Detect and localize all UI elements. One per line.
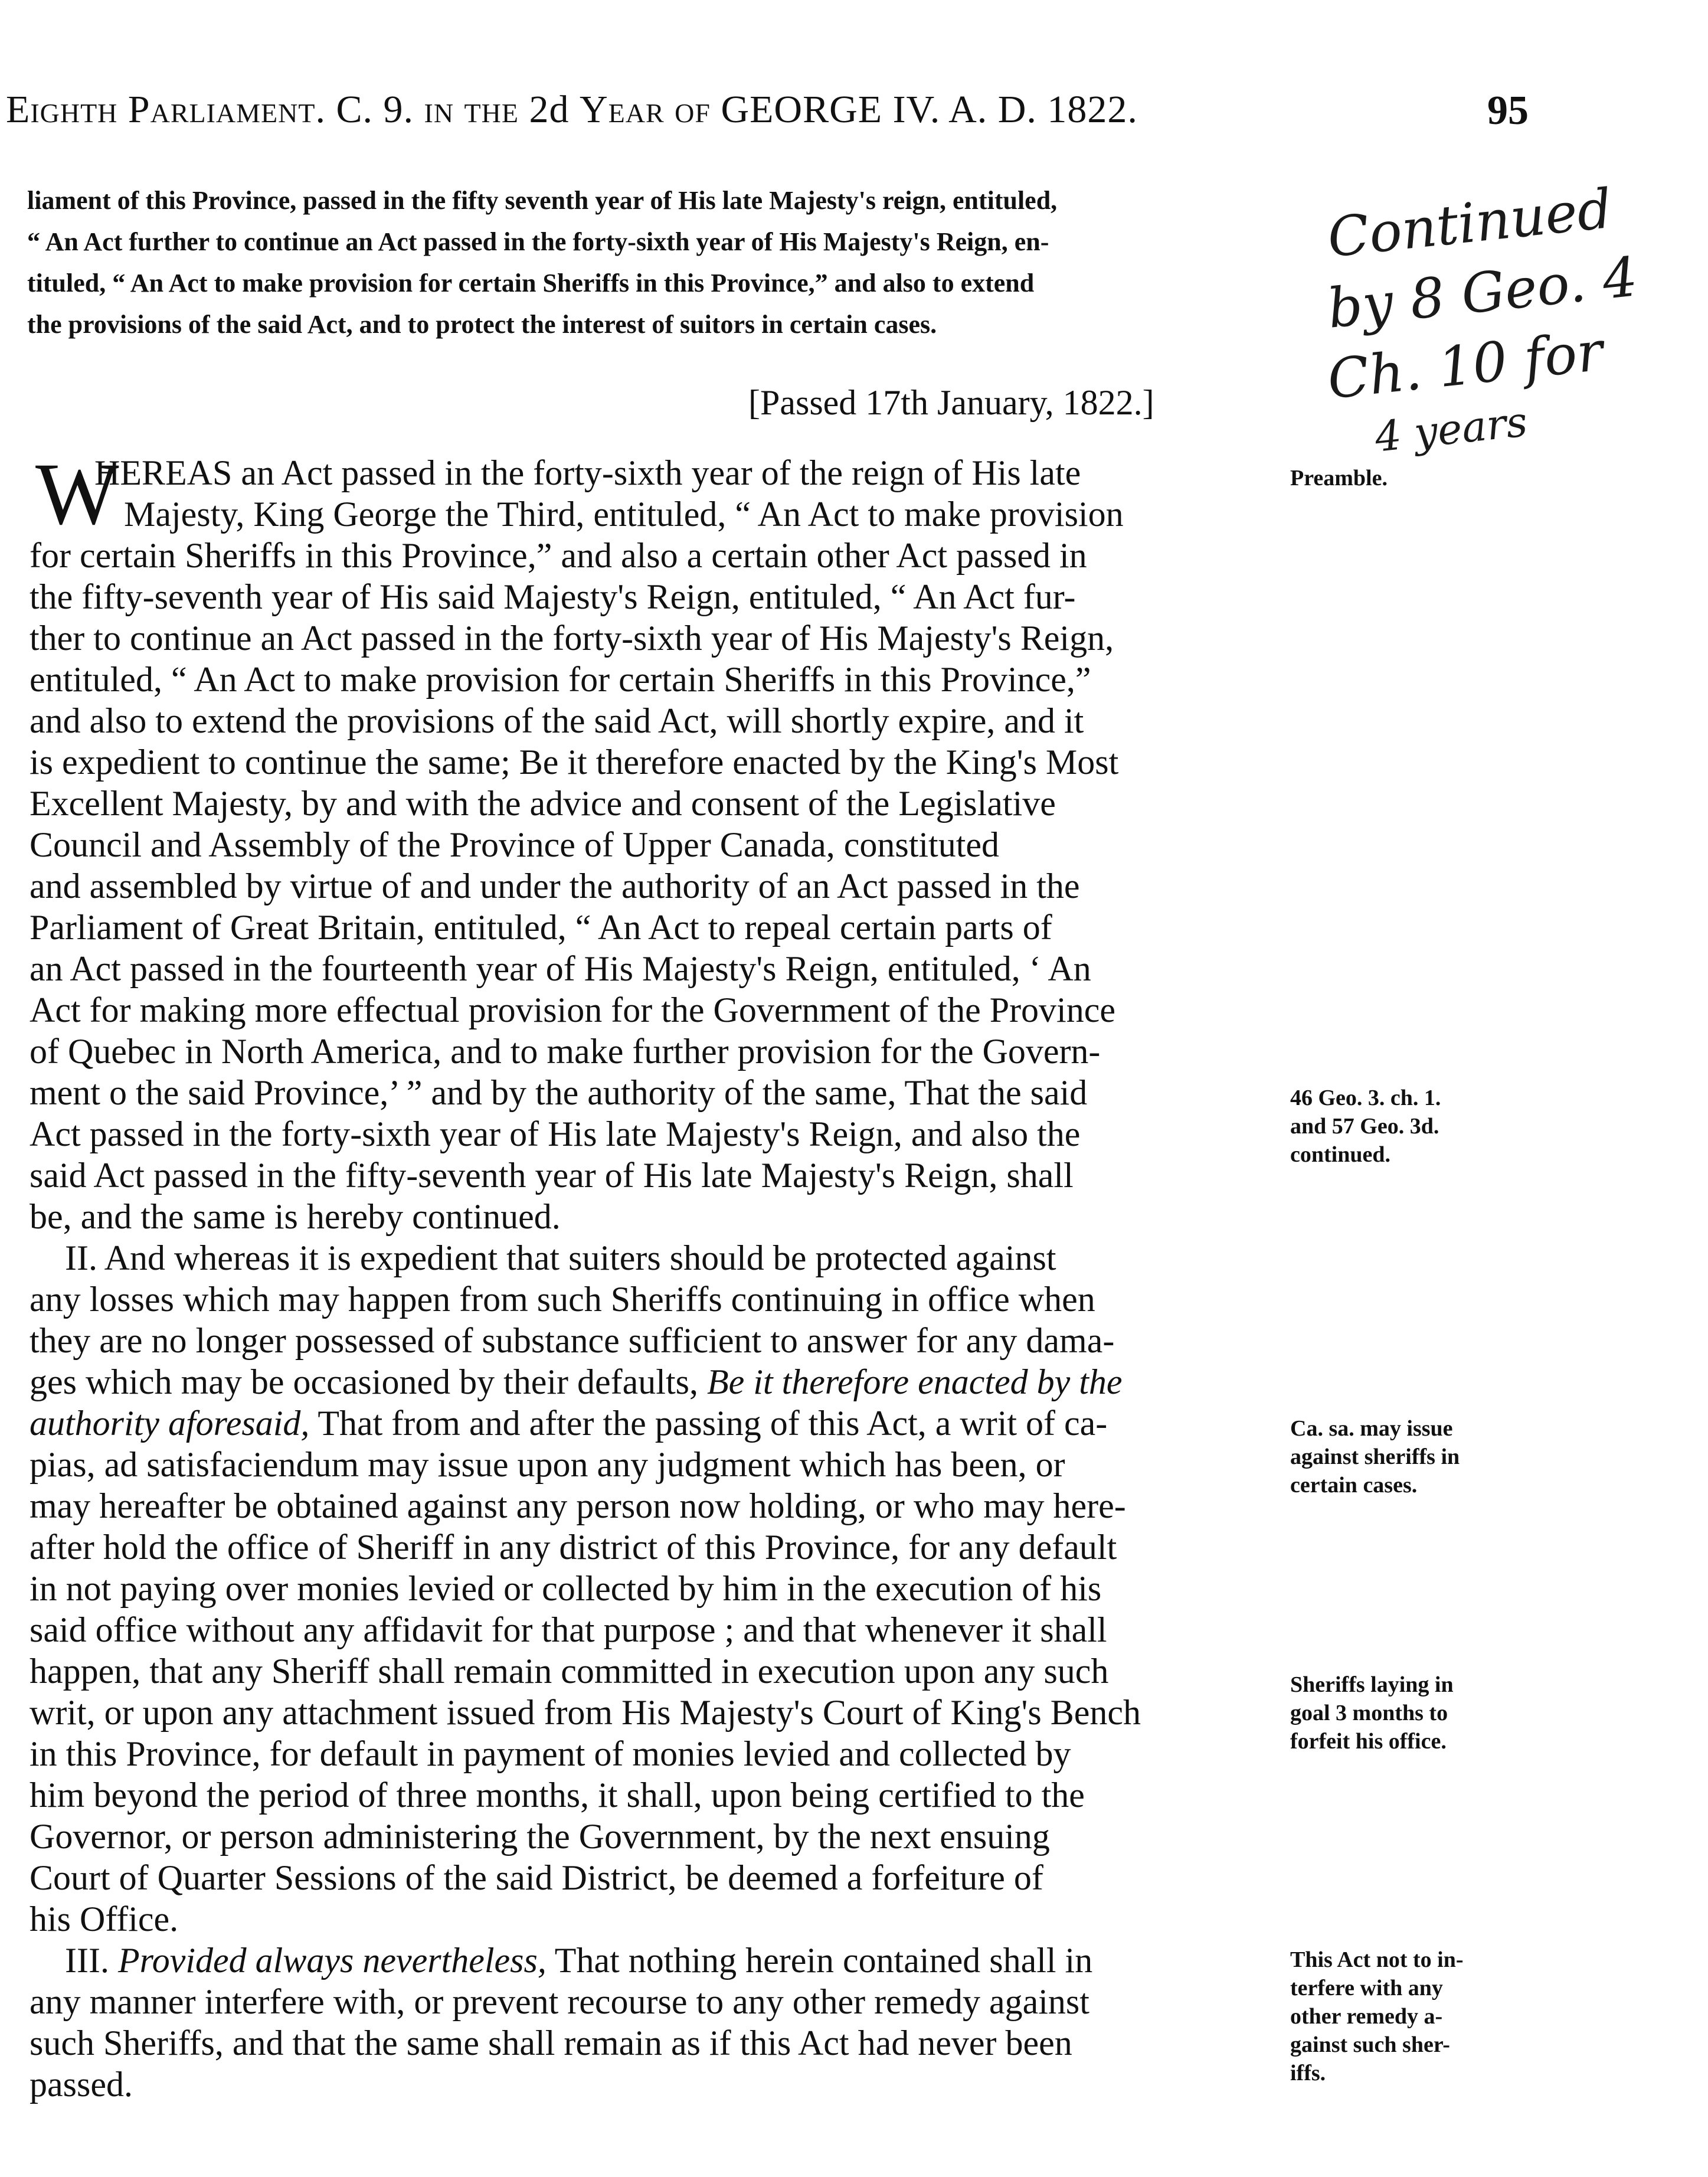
body-line: passed. [30, 2065, 133, 2104]
body-line: Court of Quarter Sessions of the said District, be deemed a forfeiture of [30, 1858, 1043, 1897]
margin-note-preamble: Preamble. [1290, 466, 1388, 491]
body-line-italic: Be it therefore enacted by the [706, 1362, 1123, 1401]
header-in-the: in the [424, 88, 519, 131]
body-line: said Act passed in the fifty-seventh year of His late Majesty's Reign, shall [30, 1156, 1074, 1195]
body-line: writ, or upon any attachment issued from His Majesty's Court of King's Bench [30, 1693, 1141, 1732]
header-parliament: Eighth Parliament. [6, 88, 326, 131]
margin-note-line: goal 3 months to [1290, 1701, 1448, 1725]
margin-note-line: terfere with any [1290, 1976, 1443, 2001]
page-number: 95 [1487, 88, 1529, 133]
margin-note-line: continued. [1290, 1142, 1390, 1167]
body-line: the fifty-seventh year of His said Majesty's Reign, entituled, “ An Act fur- [30, 577, 1076, 616]
body-line-italic: authority aforesaid, [30, 1404, 310, 1443]
body-line: they are no longer possessed of substance sufficient to answer for any dama- [30, 1321, 1115, 1360]
header-chapter: C. 9. [336, 88, 414, 131]
body-line: entituled, “ An Act to make provision for certain Sheriffs in this Province,” [30, 660, 1091, 699]
body-line: in not paying over monies levied or collected by him in the execution of his [30, 1569, 1102, 1608]
body-line: pias, ad satisfaciendum may issue upon any judgment which has been, or [30, 1445, 1065, 1484]
act-title-line: tituled, “ An Act to make provision for certain Sheriffs in this Province,” and also to extend [27, 269, 1035, 298]
body-line: ment o the said Province,’ ” and by the authority of the same, That the said [30, 1073, 1088, 1112]
margin-note-line: other remedy a- [1290, 2004, 1443, 2029]
act-title-line: liament of this Province, passed in the fifty seventh year of His late Majesty's reign, entituled, [27, 186, 1058, 215]
body-line: happen, that any Sheriff shall remain committed in execution upon any such [30, 1652, 1109, 1691]
body-line: him beyond the period of three months, it shall, upon being certified to the [30, 1776, 1085, 1815]
body-line-italic: Provided always nevertheless, [117, 1941, 547, 1980]
header-year: 2d [529, 88, 570, 131]
body-line: any manner interfere with, or prevent recourse to any other remedy against [30, 1982, 1089, 2021]
body-line: after hold the office of Sheriff in any district of this Province, for any default [30, 1528, 1117, 1567]
body-line: Governor, or person administering the Government, by the next ensuing [30, 1817, 1050, 1856]
body-line: for certain Sheriffs in this Province,” and also a certain other Act passed in [30, 536, 1087, 575]
margin-note-line: Sheriffs laying in [1290, 1672, 1454, 1697]
body-line: Act for making more effectual provision for the Government of the Province [30, 991, 1115, 1029]
margin-note-line: gainst such sher- [1290, 2032, 1450, 2057]
body-line: and assembled by virtue of and under the authority of an Act passed in the [30, 867, 1080, 906]
body-line: his Office. [30, 1900, 179, 1939]
body-line: Majesty, King George the Third, entituled, “ An Act to make provision [124, 495, 1124, 534]
margin-note-line: forfeit his office. [1290, 1729, 1447, 1754]
body-line: may hereafter be obtained against any person now holding, or who may here- [30, 1486, 1126, 1525]
margin-note-line: iffs. [1290, 2061, 1326, 2086]
act-title-line: “ An Act further to continue an Act passed in the forty-sixth year of His Majesty's Reign, en- [27, 227, 1049, 256]
handwritten-note-line: Continued [1324, 176, 1615, 270]
running-header [6, 87, 1540, 132]
body-line-text: ges which may be occasioned by their defaults, [30, 1362, 698, 1401]
body-line [30, 1361, 1283, 1403]
handwritten-note-line: 4 years [1372, 397, 1530, 462]
body-line: Act passed in the forty-sixth year of His late Majesty's Reign, and also the [30, 1114, 1081, 1153]
body-line: of Quebec in North America, and to make further provision for the Govern- [30, 1032, 1101, 1071]
margin-note-line: Ca. sa. may issue [1290, 1416, 1453, 1441]
body-line: is expedient to continue the same; Be it therefore enacted by the King's Most [30, 743, 1119, 782]
body-line: II. And whereas it is expedient that suiters should be protected against [65, 1238, 1056, 1277]
body-line: Parliament of Great Britain, entituled, “ An Act to repeal certain parts of [30, 908, 1052, 947]
body-line: any losses which may happen from such Sheriffs continuing in office when [30, 1280, 1095, 1319]
act-title-line: the provisions of the said Act, and to protect the interest of suitors in certain cases. [27, 310, 937, 339]
body-line: be, and the same is hereby continued. [30, 1197, 561, 1236]
margin-note-line: 46 Geo. 3. ch. 1. [1290, 1086, 1441, 1110]
body-line: Council and Assembly of the Province of Upper Canada, constituted [30, 825, 999, 864]
body-line: and also to extend the provisions of the said Act, will shortly expire, and it [30, 701, 1084, 740]
margin-note-line: and 57 Geo. 3d. [1290, 1114, 1439, 1139]
body-line: such Sheriffs, and that the same shall remain as if this Act had never been [30, 2024, 1072, 2062]
body-line [65, 1940, 1284, 1981]
body-line: ther to continue an Act passed in the forty-sixth year of His Majesty's Reign, [30, 619, 1114, 658]
body-line: said office without any affidavit for that purpose ; and that whenever it shall [30, 1610, 1107, 1649]
margin-note-line: This Act not to in- [1290, 1947, 1464, 1972]
body-line [30, 1403, 1283, 1444]
margin-note-line: certain cases. [1290, 1473, 1418, 1498]
handwritten-note-line: by 8 Geo. 4 [1324, 245, 1641, 341]
drop-cap: W [35, 445, 119, 543]
handwritten-note-line: Ch. 10 for [1324, 319, 1606, 411]
body-line: in this Province, for default in payment of monies levied and collected by [30, 1734, 1071, 1773]
margin-note-line: against sheriffs in [1290, 1444, 1460, 1469]
passed-date: [Passed 17th January, 1822.] [748, 383, 1154, 422]
header-year-of: Year of [579, 88, 711, 131]
body-line-text: That nothing herein contained shall in [554, 1941, 1093, 1980]
body-line: Excellent Majesty, by and with the advice and consent of the Legislative [30, 784, 1056, 823]
section-number: III. [65, 1941, 109, 1980]
body-line: HEREAS an Act passed in the forty-sixth year of the reign of His late [94, 453, 1081, 492]
body-line-text: That from and after the passing of this Act, a writ of ca- [318, 1404, 1108, 1443]
header-king: GEORGE IV. [721, 88, 941, 131]
header-ad: A. D. 1822. [948, 88, 1138, 131]
body-line: an Act passed in the fourteenth year of His Majesty's Reign, entituled, ‘ An [30, 949, 1091, 988]
